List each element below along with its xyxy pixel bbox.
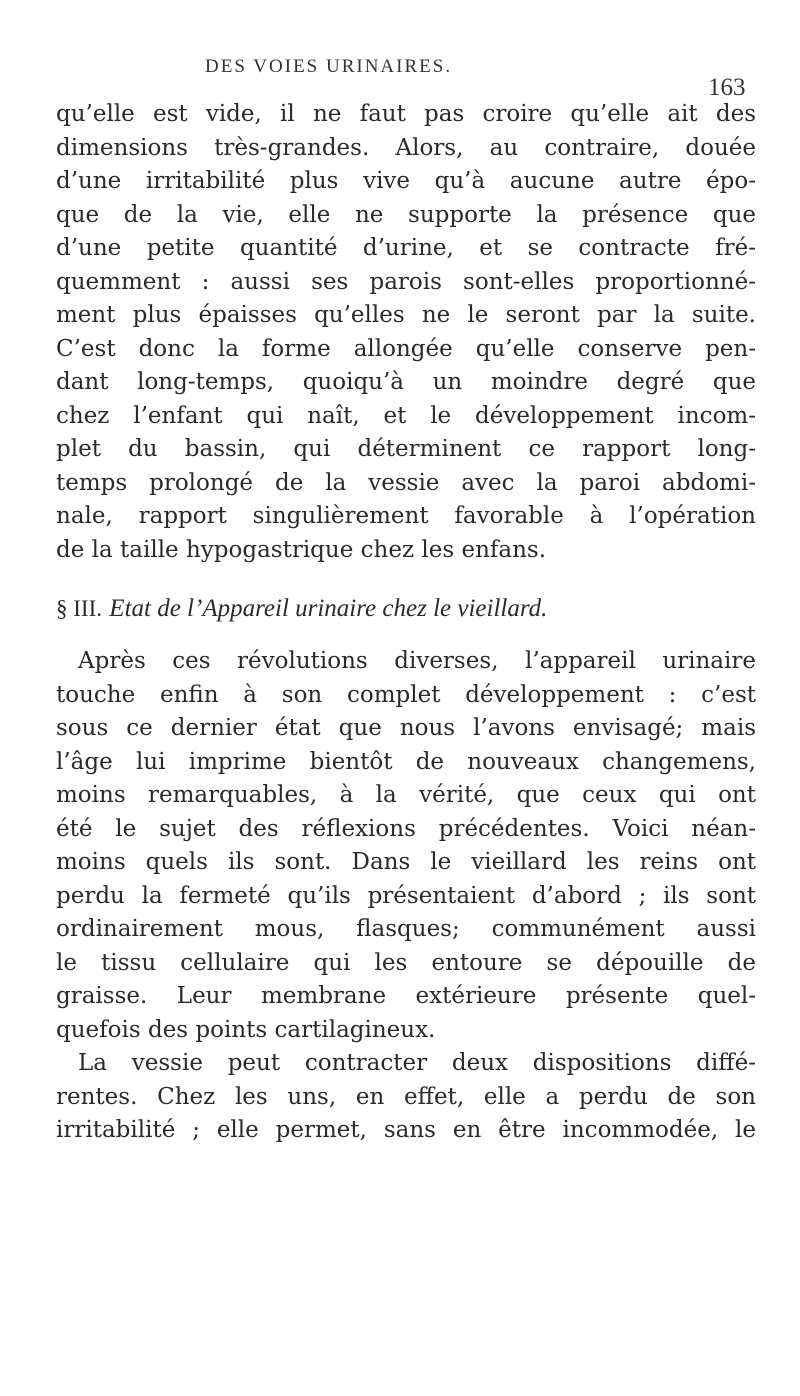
text-line: été le sujet des réflexions précédentes. Voici néan- [56, 815, 756, 842]
text-line: plet du bassin, qui déterminent ce rapport long- [56, 436, 756, 462]
text-line: moins quels ils sont. Dans le vieillard les reins ont [56, 849, 756, 875]
text-line: nale, rapport singulièrement favorable à l’opération [56, 503, 756, 529]
running-head [0, 50, 800, 101]
text-line: ordinairement mous, flasques; communément aussi [56, 916, 756, 942]
running-title: DES VOIES URINAIRES. [205, 56, 453, 77]
text-line: sous ce dernier état que nous l’avons envisagé; mais [56, 715, 756, 741]
text-line: quemment : aussi ses parois sont-elles proportionné- [56, 268, 756, 295]
text-line: touche enfin à son complet développement : c’est [56, 681, 756, 708]
text-line: quefois des points cartilagineux. [56, 1016, 436, 1043]
text-line: dant long-temps, quoiqu’à un moindre degré que [56, 369, 756, 395]
text-line: C’est donc la forme allongée qu’elle conserve pen- [56, 335, 756, 362]
section-title: Etat de l’Appareil urinaire chez le vieillard. [109, 595, 548, 622]
text-line: chez l’enfant qui naît, et le développement incom- [56, 402, 756, 429]
text-line: que de la vie, elle ne supporte la présence que [56, 201, 756, 228]
text-line: d’une petite quantité d’urine, et se contracte fré- [56, 235, 756, 261]
paragraph [56, 1047, 756, 1148]
text-line: le tissu cellulaire qui les entoure se dépouille de [56, 949, 756, 976]
body-text [56, 98, 756, 1148]
text-line: ment plus épaisses qu’elles ne le seront par la suite. [56, 302, 756, 328]
text-line: moins remarquables, à la vérité, que ceux qui ont [56, 782, 756, 808]
text-line: irritabilité ; elle permet, sans en être incommodée, le [56, 1117, 756, 1143]
text-line: l’âge lui imprime bientôt de nouveaux changemens, [56, 748, 756, 775]
paragraph [56, 645, 756, 1047]
text-line: d’une irritabilité plus vive qu’à aucune autre épo- [56, 168, 756, 194]
text-line: perdu la fermeté qu’ils présentaient d’abord ; ils sont [56, 882, 756, 909]
text-line: Après ces révolutions diverses, l’appareil urinaire [78, 648, 756, 674]
text-line: La vessie peut contracter deux dispositions diffé- [78, 1050, 756, 1076]
text-line: de la taille hypogastrique chez les enfans. [56, 536, 547, 563]
section-number: § III. [56, 596, 102, 621]
text-line: rentes. Chez les uns, en effet, elle a perdu de son [56, 1083, 756, 1110]
page-number: 163 [708, 74, 746, 101]
text-line: dimensions très-grandes. Alors, au contraire, douée [56, 134, 756, 161]
text-line: graisse. Leur membrane extérieure présente quel- [56, 983, 756, 1009]
text-line: temps prolongé de la vessie avec la paroi abdomi- [56, 469, 756, 496]
section-heading [56, 589, 756, 629]
paragraph-continuation [56, 98, 756, 567]
text-line: qu’elle est vide, il ne faut pas croire qu’elle ait des [56, 101, 756, 127]
